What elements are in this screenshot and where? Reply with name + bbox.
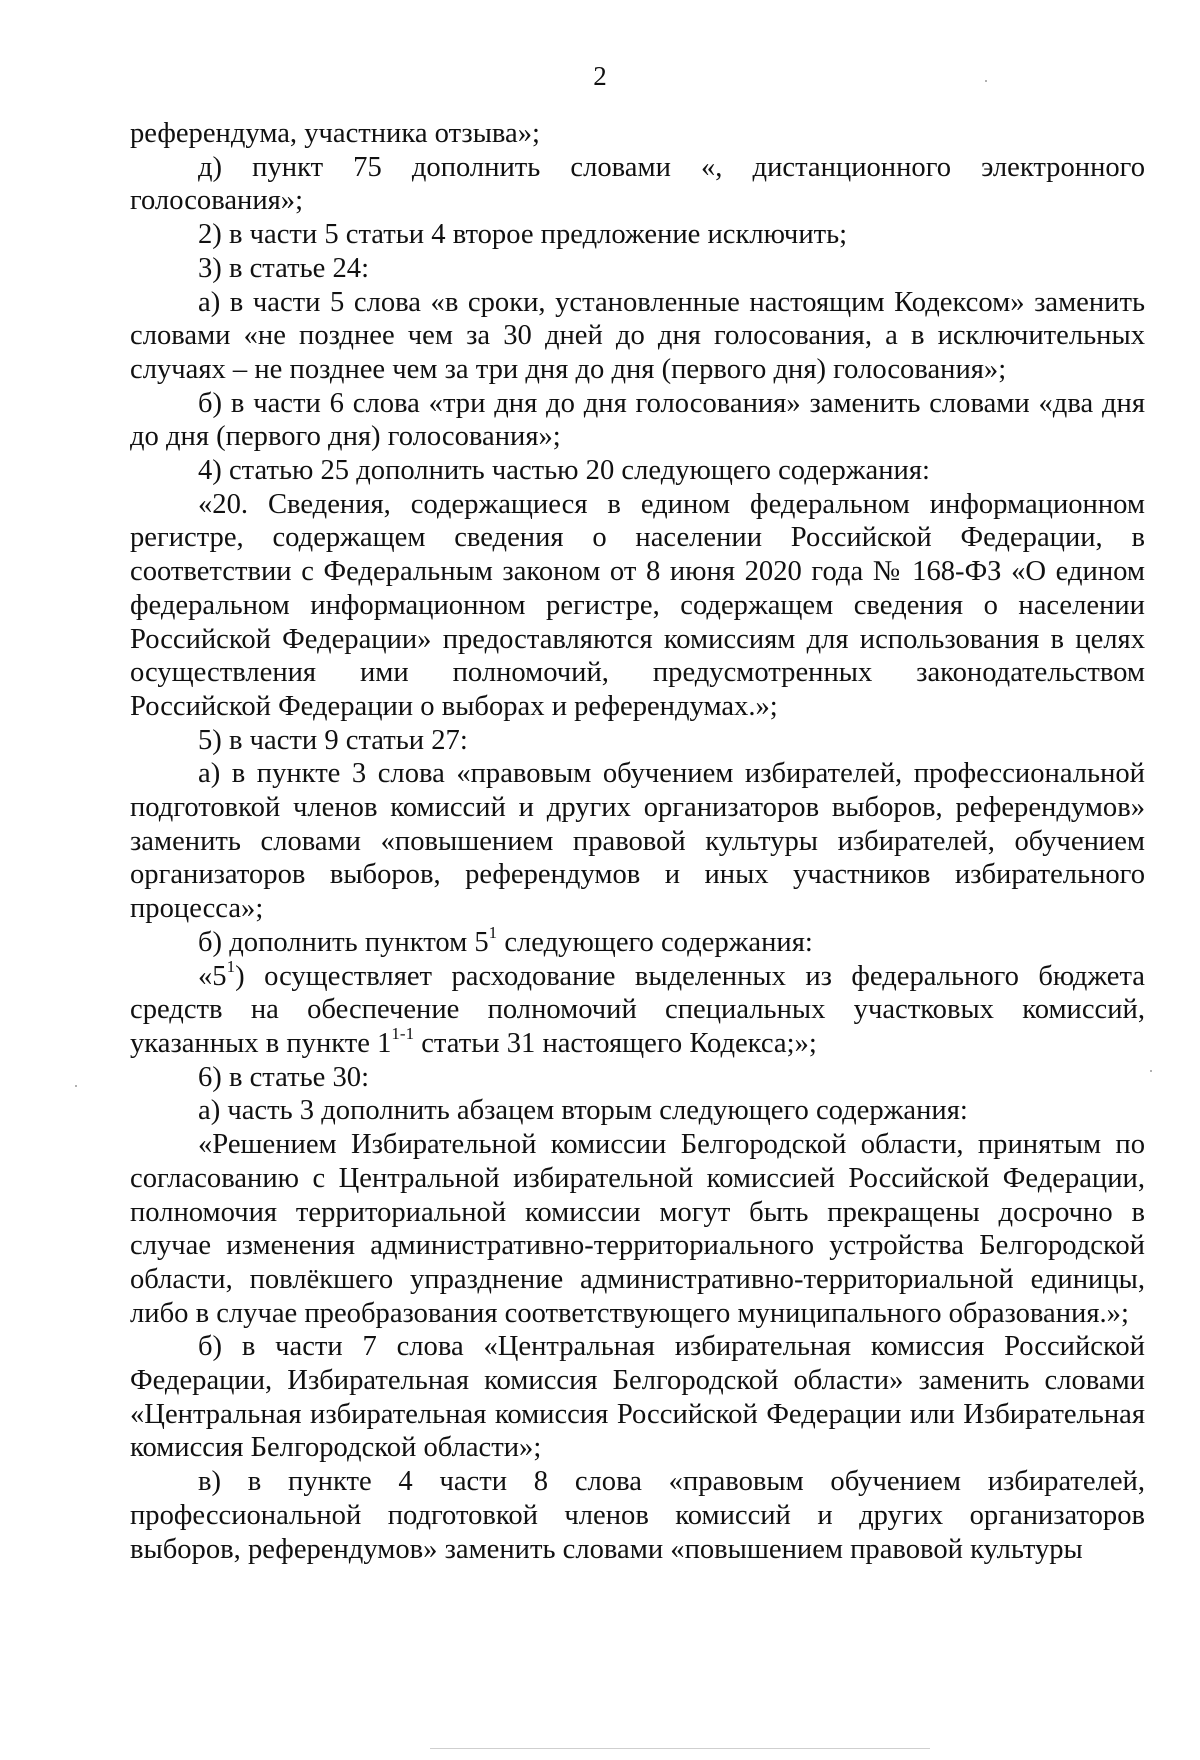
paragraph: [130, 151, 1145, 218]
paragraph-text: б) дополнить пунктом 5: [198, 926, 489, 958]
superscript-text: 1-1: [391, 1024, 415, 1044]
paragraph-text: статьи 31 настоящего Кодекса;»;: [414, 1027, 817, 1059]
paragraph-text: а) часть 3 дополнить абзацем вторым следующего содержания:: [198, 1095, 968, 1127]
scan-speck: [75, 1085, 77, 1087]
paragraph-text: 5) в части 9 статьи 27:: [198, 724, 468, 756]
paragraph: [130, 957, 1145, 1061]
paragraph: [130, 488, 1145, 724]
paragraph-text: ) осуществляет расходование выделенных из федерального бюджета средств на обеспечение полномочий специальных участковых комиссий, указанных в пункте 1: [130, 960, 1145, 1059]
paragraph: [130, 1465, 1145, 1566]
paragraph: [130, 1330, 1145, 1465]
paragraph: [130, 218, 1145, 252]
paragraph: [130, 1094, 1145, 1128]
scan-edge-line: [430, 1748, 930, 1749]
superscript-text: 1: [226, 957, 236, 977]
paragraph: [130, 286, 1145, 387]
paragraph-text: 4) статью 25 дополнить частью 20 следующего содержания:: [198, 455, 930, 487]
paragraph: [130, 387, 1145, 454]
paragraph-text: «5: [198, 960, 227, 992]
paragraph: [130, 117, 1145, 151]
document-body: [130, 117, 1145, 1566]
paragraph: [130, 724, 1145, 758]
paragraph: [130, 454, 1145, 488]
paragraph-text: б) в части 6 слова «три дня до дня голосования» заменить словами «два дня до дня (первого дня) голосования»;: [130, 387, 1145, 453]
paragraph-text: б) в части 7 слова «Центральная избирательная комиссия Российской Федерации, Избирательная комиссия Белгородской области» заменить словами «Центральная избирательная комиссия Российской Федерации или Избирательная комиссия Белгородской области»;: [130, 1331, 1145, 1464]
paragraph-text: «20. Сведения, содержащиеся в едином федеральном информационном регистре, содержащем сведения о населении Российской Федерации, в соответствии с Федеральным законом от 8 июня 2020 года № 168-ФЗ «О едином федеральном информационном регистре, содержащем сведения о населении Российской Федерации» предоставляются комиссиям для использования в целях осуществления ими полномочий, предусмотренных законодательством Российской Федерации о выборах и референдумах.»;: [130, 488, 1145, 722]
paragraph: [130, 252, 1145, 286]
paragraph-text: референдума, участника отзыва»;: [130, 118, 540, 149]
paragraph-text: следующего содержания:: [497, 926, 813, 958]
scan-speck: [1150, 1070, 1152, 1072]
paragraph-text: д) пункт 75 дополнить словами «, дистанционного электронного голосования»;: [130, 151, 1145, 217]
superscript-text: 1: [488, 923, 498, 943]
paragraph-text: а) в пункте 3 слова «правовым обучением избирателей, профессиональной подготовкой членов комиссий и других организаторов выборов, референдумов» заменить словами «повышением правовой культуры избирателей, обучением организаторов выборов, референдумов и иных участников избирательного процесса»;: [130, 758, 1145, 925]
paragraph-text: в) в пункте 4 части 8 слова «правовым обучением избирателей, профессиональной подготовкой членов комиссий и других организаторов выборов, референдумов» заменить словами «повышением правовой культуры: [130, 1466, 1145, 1565]
paragraph: [130, 1128, 1145, 1330]
paragraph-text: «Решением Избирательной комиссии Белгородской области, принятым по согласованию с Центральной избирательной комиссией Российской Федерации, полномочия территориальной комиссии могут быть прекращены досрочно в случае изменения административно-территориального устройства Белгородской области, повлёкшего упразднение административно-территориальной единицы, либо в случае преобразования соответствующего муниципального образования.»;: [130, 1129, 1145, 1329]
paragraph: [130, 1061, 1145, 1095]
page-number: 2: [593, 61, 607, 91]
paragraph-text: 6) в статье 30:: [198, 1061, 370, 1093]
paragraph-text: 3) в статье 24:: [198, 252, 370, 284]
paragraph: [130, 923, 1145, 960]
scan-speck: [985, 80, 987, 82]
paragraph: [130, 757, 1145, 926]
paragraph-text: 2) в части 5 статьи 4 второе предложение исключить;: [198, 219, 848, 251]
paragraph-text: а) в части 5 слова «в сроки, установленные настоящим Кодексом» заменить словами «не позднее чем за 30 дней до дня голосования, а в исключительных случаях – не позднее чем за три дня до дня (первого дня) голосования»;: [130, 286, 1145, 385]
